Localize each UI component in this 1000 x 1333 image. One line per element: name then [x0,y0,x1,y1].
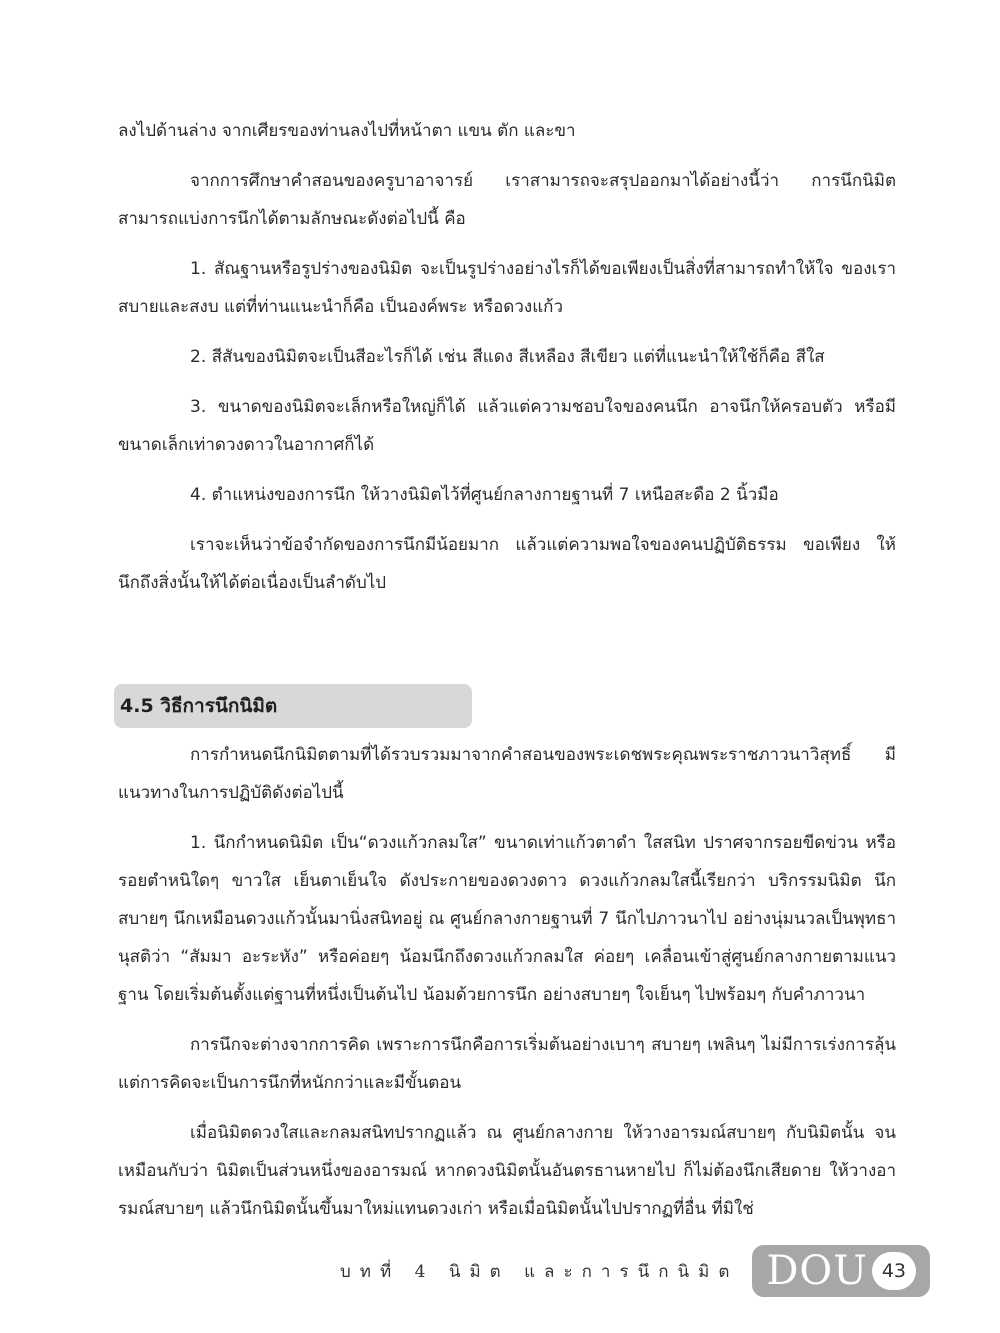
paragraph-conclusion: เราจะเห็นว่าข้อจำกัดของการนึกมีน้อยมาก แล้วแต่ความพอใจของคนปฏิบัติธรรม ขอเพียง ให้นึกถึงสิ่งนั้นให้ได้ต่อเนื่องเป็นลำดับไป [118,535,896,593]
paragraph-section-intro: การกำหนดนึกนิมิตตามที่ได้รวบรวมมาจากคำสอนของพระเดชพระคุณพระราชภาวนาวิสุทธิ์ มีแนวทางในการปฏิบัติดังต่อไปนี้ [118,745,896,803]
section-heading: 4.5 วิธีการนึกนิมิต [114,684,472,728]
dou-badge [752,1245,930,1297]
paragraph-after-appear: เมื่อนิมิตดวงใสและกลมสนิทปรากฏแล้ว ณ ศูนย์กลางกาย ให้วางอารมณ์สบายๆ กับนิมิตนั้น จนเหมือนกับว่า นิมิตเป็นส่วนหนึ่งของอารมณ์ หากดวงนิมิตนั้นอันตรธานหายไป ก็ไม่ต้องนึกเสียดาย ให้วางอารมณ์สบายๆ แล้วนึกนิมิตนั้นขึ้นมาใหม่แทนดวงเก่า หรือเมื่อนิมิตนั้นไปปรากฏที่อื่น ที่มิใช่ [118,1123,896,1219]
dou-logo: DOU [766,1248,868,1294]
page-content [118,112,896,1240]
list-item-size: 3. ขนาดของนิมิตจะเล็กหรือใหญ่ก็ได้ แล้วแต่ความชอบใจของคนนึก อาจนึกให้ครอบตัว หรือมีขนาดเล็กเท่าดวงดาวในอากาศก็ได้ [118,397,896,455]
list-item-color: 2. สีสันของนิมิตจะเป็นสีอะไรก็ได้ เช่น สีแดง สีเหลือง สีเขียว แต่ที่แนะนำให้ใช้ก็คือ สีใส [190,347,825,367]
page-number: 43 [872,1252,916,1290]
chapter-title: บทที่ 4 นิมิต และการนึกนิมิต [340,1261,739,1282]
paragraph-step-one: 1. นึกกำหนดนิมิต เป็น“ดวงแก้วกลมใส” ขนาดเท่าแก้วตาดำ ใสสนิท ปราศจากรอยขีดข่วน หรือ รอยตำหนิใดๆ ขาวใส เย็นตาเย็นใจ ดังประกายของดวงดาว ดวงแก้วกลมใสนี้เรียกว่า บริกรรมนิมิต นึกสบายๆ นึกเหมือนดวงแก้วนั้นมานิ่งสนิทอยู่ ณ ศูนย์กลางกายฐานที่ 7 นึกไปภาวนาไป อย่างนุ่มนวลเป็นพุทธานุสติว่า “สัมมา อะระหัง” หรือค่อยๆ น้อมนึกถึงดวงแก้วกลมใส ค่อยๆ เคลื่อนเข้าสู่ศูนย์กลางกายตามแนวฐาน โดยเริ่มต้นตั้งแต่ฐานที่หนึ่งเป็นต้นไป น้อมด้วยการนึก อย่างสบายๆ ใจเย็นๆ ไปพร้อมๆ กับคำภาวนา [118,833,896,1005]
paragraph-nuk-vs-think: การนึกจะต่างจากการคิด เพราะการนึกคือการเริ่มต้นอย่างเบาๆ สบายๆ เพลินๆ ไม่มีการเร่งการลุ้น แต่การคิดจะเป็นการนึกที่หนักกว่าและมีขั้นตอน [118,1035,896,1093]
list-item-shape: 1. สัณฐานหรือรูปร่างของนิมิต จะเป็นรูปร่างอย่างไรก็ได้ขอเพียงเป็นสิ่งที่สามารถทำให้ใจ ของเราสบายและสงบ แต่ที่ท่านแนะนำก็คือ เป็นองค์พระ หรือดวงแก้ว [118,259,896,317]
paragraph-summary-intro: จากการศึกษาคำสอนของครูบาอาจารย์ เราสามารถจะสรุปออกมาได้อย่างนี้ว่า การนึกนิมิต สามารถแบ่งการนึกได้ตามลักษณะดังต่อไปนี้ คือ [118,171,896,229]
paragraph-continuation: ลงไปด้านล่าง จากเศียรของท่านลงไปที่หน้าตา แขน ตัก และขา [118,121,576,141]
list-item-position: 4. ตำแหน่งของการนึก ให้วางนิมิตไว้ที่ศูนย์กลางกายฐานที่ 7 เหนือสะดือ 2 นิ้วมือ [190,485,779,505]
page-footer [340,1245,930,1297]
